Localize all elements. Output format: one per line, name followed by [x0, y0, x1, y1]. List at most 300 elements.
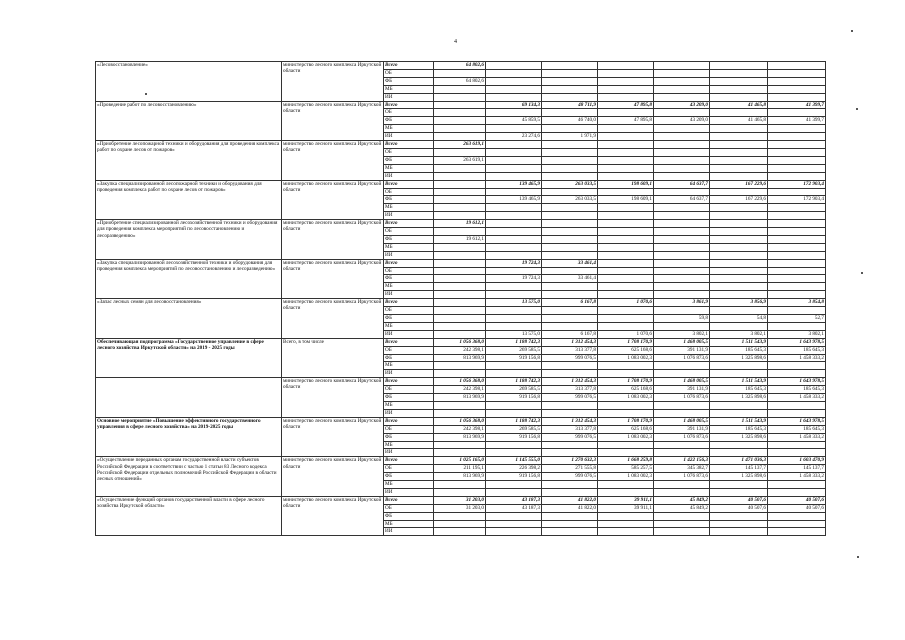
- amount-cell: [710, 235, 768, 243]
- amount-cell: 48 711,9: [542, 101, 598, 109]
- amount-cell: [434, 243, 486, 251]
- amount-cell: 1 076 873,6: [654, 354, 710, 362]
- amount-cell: 39 911,1: [598, 496, 654, 504]
- amount-cell: [654, 77, 710, 85]
- amount-cell: [486, 481, 542, 489]
- amount-cell: [598, 69, 654, 77]
- amount-cell: 1 511 543,9: [710, 378, 768, 386]
- amount-cell: [598, 172, 654, 180]
- amount-cell: [768, 488, 826, 496]
- amount-cell: 263 619,1: [434, 156, 486, 164]
- amount-cell: 242 398,1: [434, 425, 486, 433]
- funding-source-cell: ОБ: [384, 346, 434, 354]
- amount-cell: [768, 141, 826, 149]
- executor-cell: Всего, в том числе: [282, 338, 384, 378]
- amount-cell: [768, 62, 826, 70]
- amount-cell: 19 724,3: [486, 259, 542, 267]
- amount-cell: [654, 307, 710, 315]
- amount-cell: [710, 512, 768, 520]
- amount-cell: [486, 93, 542, 101]
- amount-cell: 41 822,0: [542, 496, 598, 504]
- amount-cell: [486, 148, 542, 156]
- amount-cell: [768, 243, 826, 251]
- amount-cell: 43 209,0: [654, 101, 710, 109]
- amount-cell: [434, 133, 486, 141]
- table-body: [96, 62, 826, 536]
- funding-source-cell: ФБ: [384, 512, 434, 520]
- amount-cell: 41 465,8: [710, 101, 768, 109]
- funding-source-cell: Всего: [384, 496, 434, 504]
- amount-cell: [542, 85, 598, 93]
- amount-cell: [654, 172, 710, 180]
- amount-cell: 54,8: [710, 315, 768, 323]
- amount-cell: [434, 93, 486, 101]
- amount-cell: 1 603 470,9: [768, 457, 826, 465]
- amount-cell: 198 609,1: [598, 180, 654, 188]
- amount-cell: 1 025 165,0: [434, 457, 486, 465]
- amount-cell: 263 033,5: [542, 196, 598, 204]
- amount-cell: 41 399,7: [768, 117, 826, 125]
- amount-cell: [654, 449, 710, 457]
- amount-cell: 19 724,3: [486, 275, 542, 283]
- amount-cell: [598, 528, 654, 536]
- funding-source-cell: ИИ: [384, 449, 434, 457]
- amount-cell: [486, 164, 542, 172]
- funding-source-cell: ИИ: [384, 93, 434, 101]
- amount-cell: [710, 275, 768, 283]
- amount-cell: 1 083 002,3: [598, 354, 654, 362]
- amount-cell: [654, 228, 710, 236]
- amount-cell: [768, 307, 826, 315]
- amount-cell: 1 056 368,0: [434, 338, 486, 346]
- amount-cell: [542, 520, 598, 528]
- amount-cell: 41 465,8: [710, 117, 768, 125]
- amount-cell: [598, 133, 654, 141]
- amount-cell: [768, 283, 826, 291]
- amount-cell: [598, 315, 654, 323]
- amount-cell: 1 076 873,6: [654, 473, 710, 481]
- amount-cell: [598, 109, 654, 117]
- amount-cell: [486, 188, 542, 196]
- amount-cell: 1 468 005,5: [654, 417, 710, 425]
- amount-cell: 6 167,8: [542, 330, 598, 338]
- amount-cell: [486, 315, 542, 323]
- amount-cell: [542, 69, 598, 77]
- amount-cell: [486, 291, 542, 299]
- amount-cell: 1 458 333,2: [768, 354, 826, 362]
- amount-cell: 1 643 978,5: [768, 378, 826, 386]
- amount-cell: [486, 409, 542, 417]
- executor-cell: министерство лесного комплекса Иркутской области: [282, 141, 384, 181]
- amount-cell: [598, 228, 654, 236]
- amount-cell: 1 076 873,6: [654, 394, 710, 402]
- amount-cell: [486, 449, 542, 457]
- amount-cell: 1 668 259,8: [598, 457, 654, 465]
- amount-cell: [654, 481, 710, 489]
- amount-cell: [598, 370, 654, 378]
- amount-cell: [710, 172, 768, 180]
- funding-source-cell: ОБ: [384, 188, 434, 196]
- amount-cell: [434, 315, 486, 323]
- amount-cell: 919 156,8: [486, 354, 542, 362]
- amount-cell: [486, 69, 542, 77]
- amount-cell: 39 911,1: [598, 504, 654, 512]
- amount-cell: [542, 62, 598, 70]
- amount-cell: [542, 220, 598, 228]
- amount-cell: [654, 125, 710, 133]
- measure-name-cell: «Проведение работ по лесовосстановлению»: [96, 101, 282, 141]
- amount-cell: [542, 77, 598, 85]
- funding-source-cell: ОБ: [384, 69, 434, 77]
- amount-cell: 185 645,3: [710, 425, 768, 433]
- amount-cell: [710, 62, 768, 70]
- amount-cell: [598, 212, 654, 220]
- amount-cell: [598, 220, 654, 228]
- amount-cell: [542, 370, 598, 378]
- amount-cell: [434, 449, 486, 457]
- amount-cell: 3 856,9: [710, 299, 768, 307]
- amount-cell: [710, 69, 768, 77]
- amount-cell: 919 156,8: [486, 473, 542, 481]
- funding-source-cell: ОБ: [384, 267, 434, 275]
- executor-cell: министерство лесного комплекса Иркутской области: [282, 496, 384, 536]
- funding-source-cell: МБ: [384, 243, 434, 251]
- amount-cell: [598, 275, 654, 283]
- amount-cell: [710, 481, 768, 489]
- amount-cell: 813 969,9: [434, 354, 486, 362]
- amount-cell: [486, 77, 542, 85]
- amount-cell: [768, 109, 826, 117]
- amount-cell: [434, 362, 486, 370]
- amount-cell: [434, 148, 486, 156]
- funding-source-cell: МБ: [384, 401, 434, 409]
- amount-cell: [768, 362, 826, 370]
- amount-cell: [434, 401, 486, 409]
- measure-name-cell: [96, 378, 282, 418]
- amount-cell: [542, 125, 598, 133]
- amount-cell: [710, 322, 768, 330]
- amount-cell: [434, 481, 486, 489]
- funding-source-cell: МБ: [384, 362, 434, 370]
- funding-source-cell: ИИ: [384, 133, 434, 141]
- funding-source-cell: ИИ: [384, 330, 434, 338]
- amount-cell: [542, 441, 598, 449]
- amount-cell: [486, 85, 542, 93]
- amount-cell: 172 903,4: [768, 180, 826, 188]
- amount-cell: 1 643 978,5: [768, 417, 826, 425]
- amount-cell: [654, 188, 710, 196]
- amount-cell: [654, 69, 710, 77]
- budget-table-sheet: [95, 61, 825, 536]
- amount-cell: 1 076 873,6: [654, 433, 710, 441]
- amount-cell: 43 209,0: [654, 117, 710, 125]
- amount-cell: [710, 141, 768, 149]
- amount-cell: 19 612,1: [434, 235, 486, 243]
- measure-name-cell: «Закупка специализированной лесопожарной техники и оборудования для проведения комплекса работ по охране лесов от пожаров»: [96, 180, 282, 220]
- amount-cell: 813 969,9: [434, 473, 486, 481]
- amount-cell: [542, 212, 598, 220]
- funding-source-cell: ФБ: [384, 156, 434, 164]
- amount-cell: [434, 251, 486, 259]
- funding-source-cell: ФБ: [384, 354, 434, 362]
- amount-cell: [710, 164, 768, 172]
- amount-cell: [486, 212, 542, 220]
- amount-cell: [486, 488, 542, 496]
- amount-cell: 1 458 333,2: [768, 394, 826, 402]
- amount-cell: [654, 291, 710, 299]
- amount-cell: [768, 69, 826, 77]
- amount-cell: [542, 512, 598, 520]
- amount-cell: [598, 156, 654, 164]
- funding-source-cell: ФБ: [384, 473, 434, 481]
- amount-cell: [654, 156, 710, 164]
- amount-cell: [434, 164, 486, 172]
- amount-cell: [710, 156, 768, 164]
- amount-cell: [598, 488, 654, 496]
- amount-cell: [486, 235, 542, 243]
- amount-cell: 1 325 898,6: [710, 473, 768, 481]
- amount-cell: [768, 401, 826, 409]
- funding-source-cell: МБ: [384, 520, 434, 528]
- funding-source-cell: ФБ: [384, 196, 434, 204]
- amount-cell: [434, 370, 486, 378]
- amount-cell: [768, 291, 826, 299]
- amount-cell: [768, 267, 826, 275]
- funding-source-cell: МБ: [384, 85, 434, 93]
- amount-cell: [486, 283, 542, 291]
- amount-cell: [434, 125, 486, 133]
- amount-cell: [768, 148, 826, 156]
- amount-cell: [542, 528, 598, 536]
- funding-source-cell: Всего: [384, 180, 434, 188]
- amount-cell: [434, 117, 486, 125]
- amount-cell: [434, 180, 486, 188]
- amount-cell: [542, 141, 598, 149]
- amount-cell: [710, 125, 768, 133]
- amount-cell: [486, 156, 542, 164]
- amount-cell: [768, 164, 826, 172]
- amount-cell: [598, 441, 654, 449]
- amount-cell: [542, 148, 598, 156]
- amount-cell: 1 643 978,5: [768, 338, 826, 346]
- amount-cell: [598, 401, 654, 409]
- amount-cell: [710, 148, 768, 156]
- amount-cell: [434, 228, 486, 236]
- funding-source-cell: МБ: [384, 125, 434, 133]
- amount-cell: [654, 204, 710, 212]
- amount-cell: 45 859,5: [486, 117, 542, 125]
- amount-cell: 226 398,2: [486, 465, 542, 473]
- amount-cell: [486, 109, 542, 117]
- amount-cell: [768, 235, 826, 243]
- executor-cell: министерство лесного комплекса Иркутской области: [282, 220, 384, 260]
- amount-cell: 40 507,6: [710, 496, 768, 504]
- amount-cell: [434, 488, 486, 496]
- amount-cell: 3 861,9: [654, 299, 710, 307]
- amount-cell: [710, 528, 768, 536]
- table-row: [96, 180, 826, 188]
- table-row: [96, 299, 826, 307]
- amount-cell: [598, 141, 654, 149]
- amount-cell: 145 137,7: [710, 465, 768, 473]
- funding-source-cell: ФБ: [384, 275, 434, 283]
- amount-cell: [486, 512, 542, 520]
- amount-cell: 211 195,1: [434, 465, 486, 473]
- scan-speck: [856, 108, 858, 110]
- table-row: [96, 141, 826, 149]
- amount-cell: [710, 259, 768, 267]
- amount-cell: 185 645,3: [768, 386, 826, 394]
- amount-cell: [486, 220, 542, 228]
- amount-cell: [542, 251, 598, 259]
- funding-source-cell: Всего: [384, 378, 434, 386]
- amount-cell: [710, 441, 768, 449]
- amount-cell: 64 637,7: [654, 180, 710, 188]
- budget-table: [95, 61, 826, 536]
- amount-cell: [542, 228, 598, 236]
- amount-cell: [768, 520, 826, 528]
- amount-cell: 1 188 742,3: [486, 417, 542, 425]
- amount-cell: 139 465,9: [486, 180, 542, 188]
- funding-source-cell: ОБ: [384, 386, 434, 394]
- funding-source-cell: ИИ: [384, 172, 434, 180]
- measure-name-cell: «Запас лесных семян для лесовосстановления»: [96, 299, 282, 339]
- amount-cell: [710, 283, 768, 291]
- amount-cell: [710, 204, 768, 212]
- amount-cell: [434, 283, 486, 291]
- funding-source-cell: ФБ: [384, 394, 434, 402]
- amount-cell: [598, 520, 654, 528]
- amount-cell: 185 645,3: [710, 346, 768, 354]
- amount-cell: [542, 156, 598, 164]
- amount-cell: 167 229,6: [710, 196, 768, 204]
- amount-cell: 1 056 368,0: [434, 417, 486, 425]
- amount-cell: 391 131,9: [654, 386, 710, 394]
- amount-cell: 1 708 170,9: [598, 378, 654, 386]
- amount-cell: 313 377,8: [542, 386, 598, 394]
- amount-cell: [598, 164, 654, 172]
- amount-cell: [598, 307, 654, 315]
- amount-cell: 313 377,8: [542, 425, 598, 433]
- amount-cell: 47 895,8: [598, 101, 654, 109]
- amount-cell: 391 131,9: [654, 346, 710, 354]
- amount-cell: 64 802,6: [434, 77, 486, 85]
- funding-source-cell: ОБ: [384, 504, 434, 512]
- amount-cell: 1 708 170,9: [598, 338, 654, 346]
- amount-cell: [542, 409, 598, 417]
- funding-source-cell: ОБ: [384, 465, 434, 473]
- amount-cell: [434, 204, 486, 212]
- amount-cell: [598, 283, 654, 291]
- amount-cell: 271 555,8: [542, 465, 598, 473]
- amount-cell: [598, 362, 654, 370]
- amount-cell: [654, 401, 710, 409]
- amount-cell: [434, 172, 486, 180]
- amount-cell: [434, 512, 486, 520]
- amount-cell: 242 398,1: [434, 346, 486, 354]
- amount-cell: [710, 85, 768, 93]
- amount-cell: 3 802,1: [710, 330, 768, 338]
- funding-source-cell: ОБ: [384, 307, 434, 315]
- amount-cell: [486, 62, 542, 70]
- amount-cell: 40 507,6: [768, 496, 826, 504]
- funding-source-cell: ИИ: [384, 528, 434, 536]
- amount-cell: 919 156,8: [486, 394, 542, 402]
- amount-cell: [434, 275, 486, 283]
- amount-cell: [486, 520, 542, 528]
- amount-cell: [654, 109, 710, 117]
- amount-cell: [542, 481, 598, 489]
- amount-cell: [434, 109, 486, 117]
- amount-cell: [542, 93, 598, 101]
- amount-cell: [768, 77, 826, 85]
- funding-source-cell: ИИ: [384, 291, 434, 299]
- amount-cell: 45 849,2: [654, 496, 710, 504]
- amount-cell: [486, 528, 542, 536]
- amount-cell: 145 137,7: [768, 465, 826, 473]
- funding-source-cell: Всего: [384, 141, 434, 149]
- amount-cell: [654, 62, 710, 70]
- amount-cell: 263 033,5: [542, 180, 598, 188]
- amount-cell: 999 076,5: [542, 394, 598, 402]
- amount-cell: [542, 488, 598, 496]
- scan-speck: [857, 556, 859, 558]
- amount-cell: [598, 512, 654, 520]
- amount-cell: [598, 235, 654, 243]
- amount-cell: 1 325 898,6: [710, 354, 768, 362]
- amount-cell: 33 461,4: [542, 259, 598, 267]
- funding-source-cell: ОБ: [384, 228, 434, 236]
- amount-cell: [434, 101, 486, 109]
- amount-cell: 31 203,0: [434, 504, 486, 512]
- amount-cell: [434, 441, 486, 449]
- scan-speck: [851, 30, 853, 32]
- measure-name-cell: Обеспечивающая подпрограмма «Государственное управление в сфере лесного хозяйства Иркутской области» на 2019 - 2025 годы: [96, 338, 282, 378]
- table-row: [96, 417, 826, 425]
- amount-cell: [654, 85, 710, 93]
- amount-cell: [486, 370, 542, 378]
- amount-cell: [434, 307, 486, 315]
- amount-cell: [542, 315, 598, 323]
- amount-cell: [768, 322, 826, 330]
- amount-cell: [710, 188, 768, 196]
- funding-source-cell: Всего: [384, 338, 434, 346]
- amount-cell: [710, 77, 768, 85]
- executor-cell: министерство лесного комплекса Иркутской области: [282, 180, 384, 220]
- funding-source-cell: ИИ: [384, 409, 434, 417]
- amount-cell: [486, 307, 542, 315]
- amount-cell: [598, 322, 654, 330]
- amount-cell: 64 802,6: [434, 62, 486, 70]
- amount-cell: [598, 243, 654, 251]
- amount-cell: [434, 188, 486, 196]
- amount-cell: [654, 409, 710, 417]
- amount-cell: [434, 330, 486, 338]
- amount-cell: 269 585,5: [486, 386, 542, 394]
- amount-cell: 59,8: [654, 315, 710, 323]
- funding-source-cell: ИИ: [384, 251, 434, 259]
- amount-cell: 1 083 002,3: [598, 394, 654, 402]
- amount-cell: [654, 148, 710, 156]
- amount-cell: 41 399,7: [768, 101, 826, 109]
- measure-name-cell: «Лесовосстановление»: [96, 62, 282, 102]
- amount-cell: [710, 267, 768, 275]
- amount-cell: [486, 322, 542, 330]
- amount-cell: 1 325 898,6: [710, 433, 768, 441]
- amount-cell: [486, 204, 542, 212]
- executor-cell: министерство лесного комплекса Иркутской области: [282, 259, 384, 299]
- amount-cell: [598, 267, 654, 275]
